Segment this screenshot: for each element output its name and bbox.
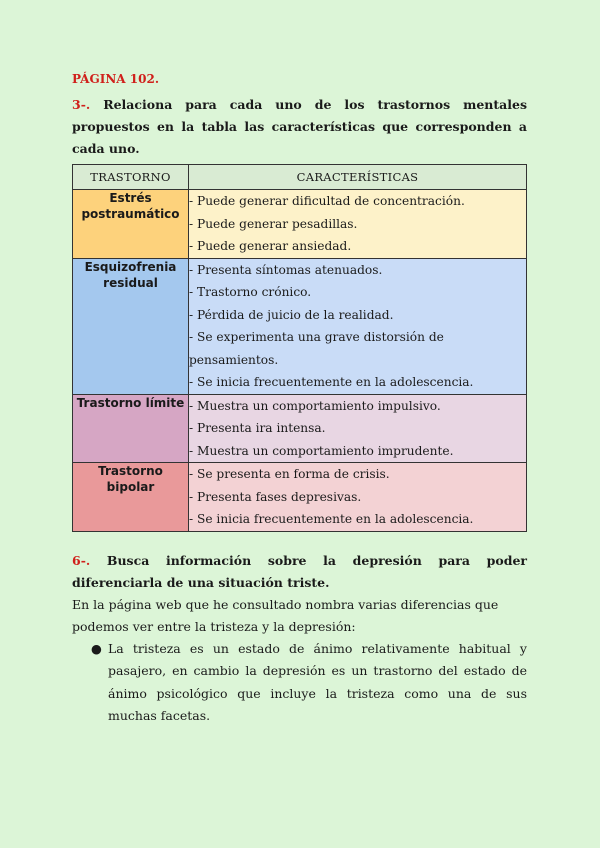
- table-header-row: [73, 165, 527, 190]
- characteristic-item: - Presenta fases depresivas.: [189, 489, 362, 504]
- disorder-name: Esquizofrenia residual: [73, 258, 189, 394]
- disorder-characteristics: [189, 258, 527, 394]
- characteristic-item: - Puede generar dificultad de concentración.: [189, 194, 465, 208]
- characteristic-item: - Se inicia frecuentemente en la adolescencia.: [189, 375, 474, 389]
- characteristic-item: - Muestra un comportamiento imprudente.: [189, 443, 454, 458]
- characteristic-item: pensamientos.: [189, 352, 279, 367]
- disorder-characteristics: [189, 394, 527, 463]
- characteristic-item: - Se presenta en forma de crisis.: [189, 467, 390, 481]
- header-caracteristicas: CARACTERÍSTICAS: [189, 165, 527, 190]
- page-reference: PÁGINA 102.: [72, 72, 160, 86]
- disorder-characteristics: [189, 463, 527, 532]
- characteristic-item: - Puede generar pesadillas.: [189, 216, 358, 231]
- table-row: [73, 190, 527, 259]
- table-row: [73, 463, 527, 532]
- list-item-text: La tristeza es un estado de ánimo relativamente habitual y pasajero, en cambio la depresión es un trastorno del estado de ánimo psicológico que incluye la tristeza como una de sus muchas facetas.: [108, 640, 527, 723]
- section-question-6: [72, 550, 527, 728]
- question-6: [72, 550, 527, 594]
- bullet-list: [72, 638, 527, 728]
- disorder-name: Trastorno bipolar: [73, 463, 189, 532]
- characteristic-item: - Trastorno crónico.: [189, 285, 312, 299]
- characteristic-item: - Presenta ira intensa.: [189, 421, 326, 435]
- characteristic-item: - Muestra un comportamiento impulsivo.: [189, 398, 441, 413]
- characteristic-item: - Puede generar ansiedad.: [189, 239, 352, 253]
- question-3: [72, 94, 527, 160]
- characteristic-item: - Se experimenta una grave distorsión de: [189, 330, 444, 344]
- table-row: [73, 394, 527, 463]
- disorder-characteristics: [189, 190, 527, 259]
- disorder-name: Trastorno límite: [73, 394, 189, 463]
- table-row: [73, 258, 527, 394]
- question-3-text: Relaciona para cada uno de los trastornos mentales propuestos en la tabla las características que corresponden a cada uno.: [72, 97, 527, 156]
- disorder-name: Estrés postraumático: [73, 190, 189, 259]
- question-3-number: 3-.: [72, 97, 91, 112]
- answer-paragraph: En la página web que he consultado nombra varias diferencias que podemos ver entre la tristeza y la depresión:: [72, 596, 499, 634]
- characteristic-item: - Pérdida de juicio de la realidad.: [189, 307, 394, 322]
- characteristic-item: - Se inicia frecuentemente en la adolescencia.: [189, 512, 474, 526]
- document-page: [72, 72, 527, 728]
- characteristic-item: - Presenta síntomas atenuados.: [189, 262, 383, 277]
- list-item: [91, 638, 527, 728]
- header-trastorno: TRASTORNO: [73, 165, 189, 190]
- disorders-table: [72, 164, 527, 532]
- question-6-number: 6-.: [72, 552, 91, 568]
- bullet-icon: ●: [91, 640, 102, 656]
- question-6-text: Busca información sobre la depresión para poder diferenciarla de una situación triste.: [72, 552, 527, 590]
